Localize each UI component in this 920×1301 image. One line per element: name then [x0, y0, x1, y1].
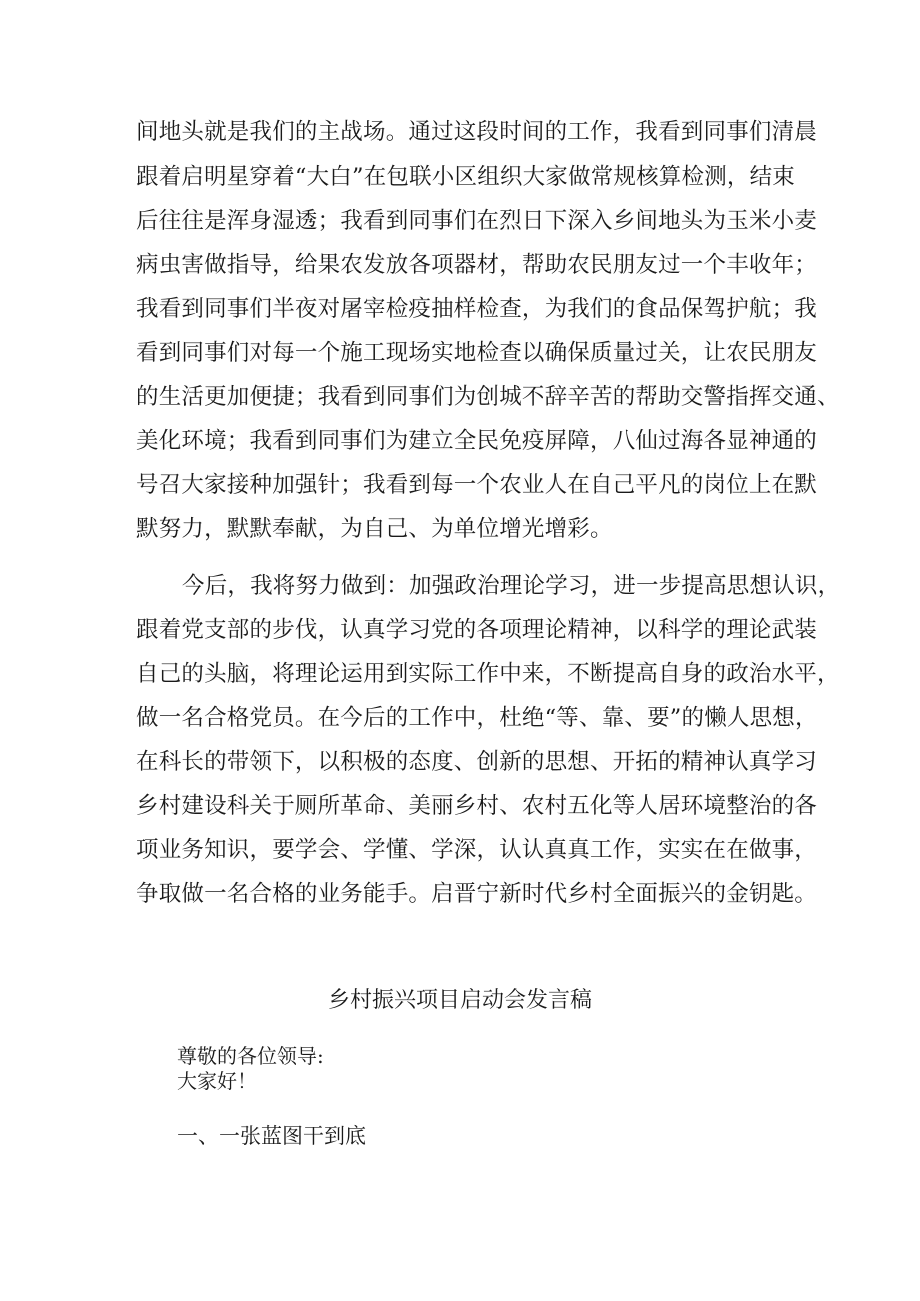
paragraph-line: 做一名合格党员。在今后的工作中，杜绝“等、靠、要”的懒人思想，: [136, 705, 818, 731]
paragraph-line: 我看到同事们半夜对屠宰检疫抽样检查，为我们的食品保驾护航；我: [136, 296, 818, 322]
paragraph-line: 默努力，默默奉献，为自己、为单位增光增彩。: [136, 516, 613, 542]
paragraph-line: 病虫害做指导，给果农发放各项器材，帮助农民朋友过一个丰收年；: [136, 252, 818, 278]
paragraph-line: 间地头就是我们的主战场。通过这段时间的工作，我看到同事们清晨: [136, 119, 818, 145]
paragraph-line: 项业务知识，要学会、学懂、学深，认认真真工作，实实在在做事，: [136, 837, 818, 863]
paragraph-line: 号召大家接种加强针；我看到每一个农业人在自己平凡的岗位上在默: [136, 472, 818, 498]
paragraph-line: 美化环境；我看到同事们为建立全民免疫屏障，八仙过海各显神通的: [136, 428, 818, 454]
paragraph-line: 看到同事们对每一个施工现场实地检查以确保质量过关，让农民朋友: [136, 340, 818, 366]
paragraph-line: 自己的头脑，将理论运用到实际工作中来，不断提高自身的政治水平，: [136, 661, 840, 687]
paragraph-line: 乡村建设科关于厕所革命、美丽乡村、农村五化等人居环境整治的各: [136, 793, 818, 819]
hello-line: 大家好！: [177, 1069, 257, 1093]
paragraph-line: 跟着启明星穿着“大白”在包联小区组织大家做常规核算检测，结束: [136, 164, 796, 190]
paragraph-line: 跟着党支部的步伐，认真学习党的各项理论精神，以科学的理论武装: [136, 617, 818, 643]
speech-title: 乡村振兴项目启动会发言稿: [327, 988, 592, 1013]
section-heading: 一、一张蓝图干到底: [177, 1124, 366, 1148]
paragraph-line: 争取做一名合格的业务能手。启晋宁新时代乡村全面振兴的金钥匙。: [136, 881, 818, 907]
paragraph-line: 的生活更加便捷；我看到同事们为创城不辞辛苦的帮助交警指挥交通、: [136, 384, 840, 410]
paragraph-line: 今后，我将努力做到：加强政治理论学习，进一步提高思想认识，: [182, 573, 841, 599]
greeting-line: 尊敬的各位领导:: [177, 1044, 324, 1068]
paragraph-line: 后往往是浑身湿透；我看到同事们在烈日下深入乡间地头为玉米小麦: [136, 208, 818, 234]
paragraph-line: 在科长的带领下，以积极的态度、创新的思想、开拓的精神认真学习: [136, 749, 818, 775]
